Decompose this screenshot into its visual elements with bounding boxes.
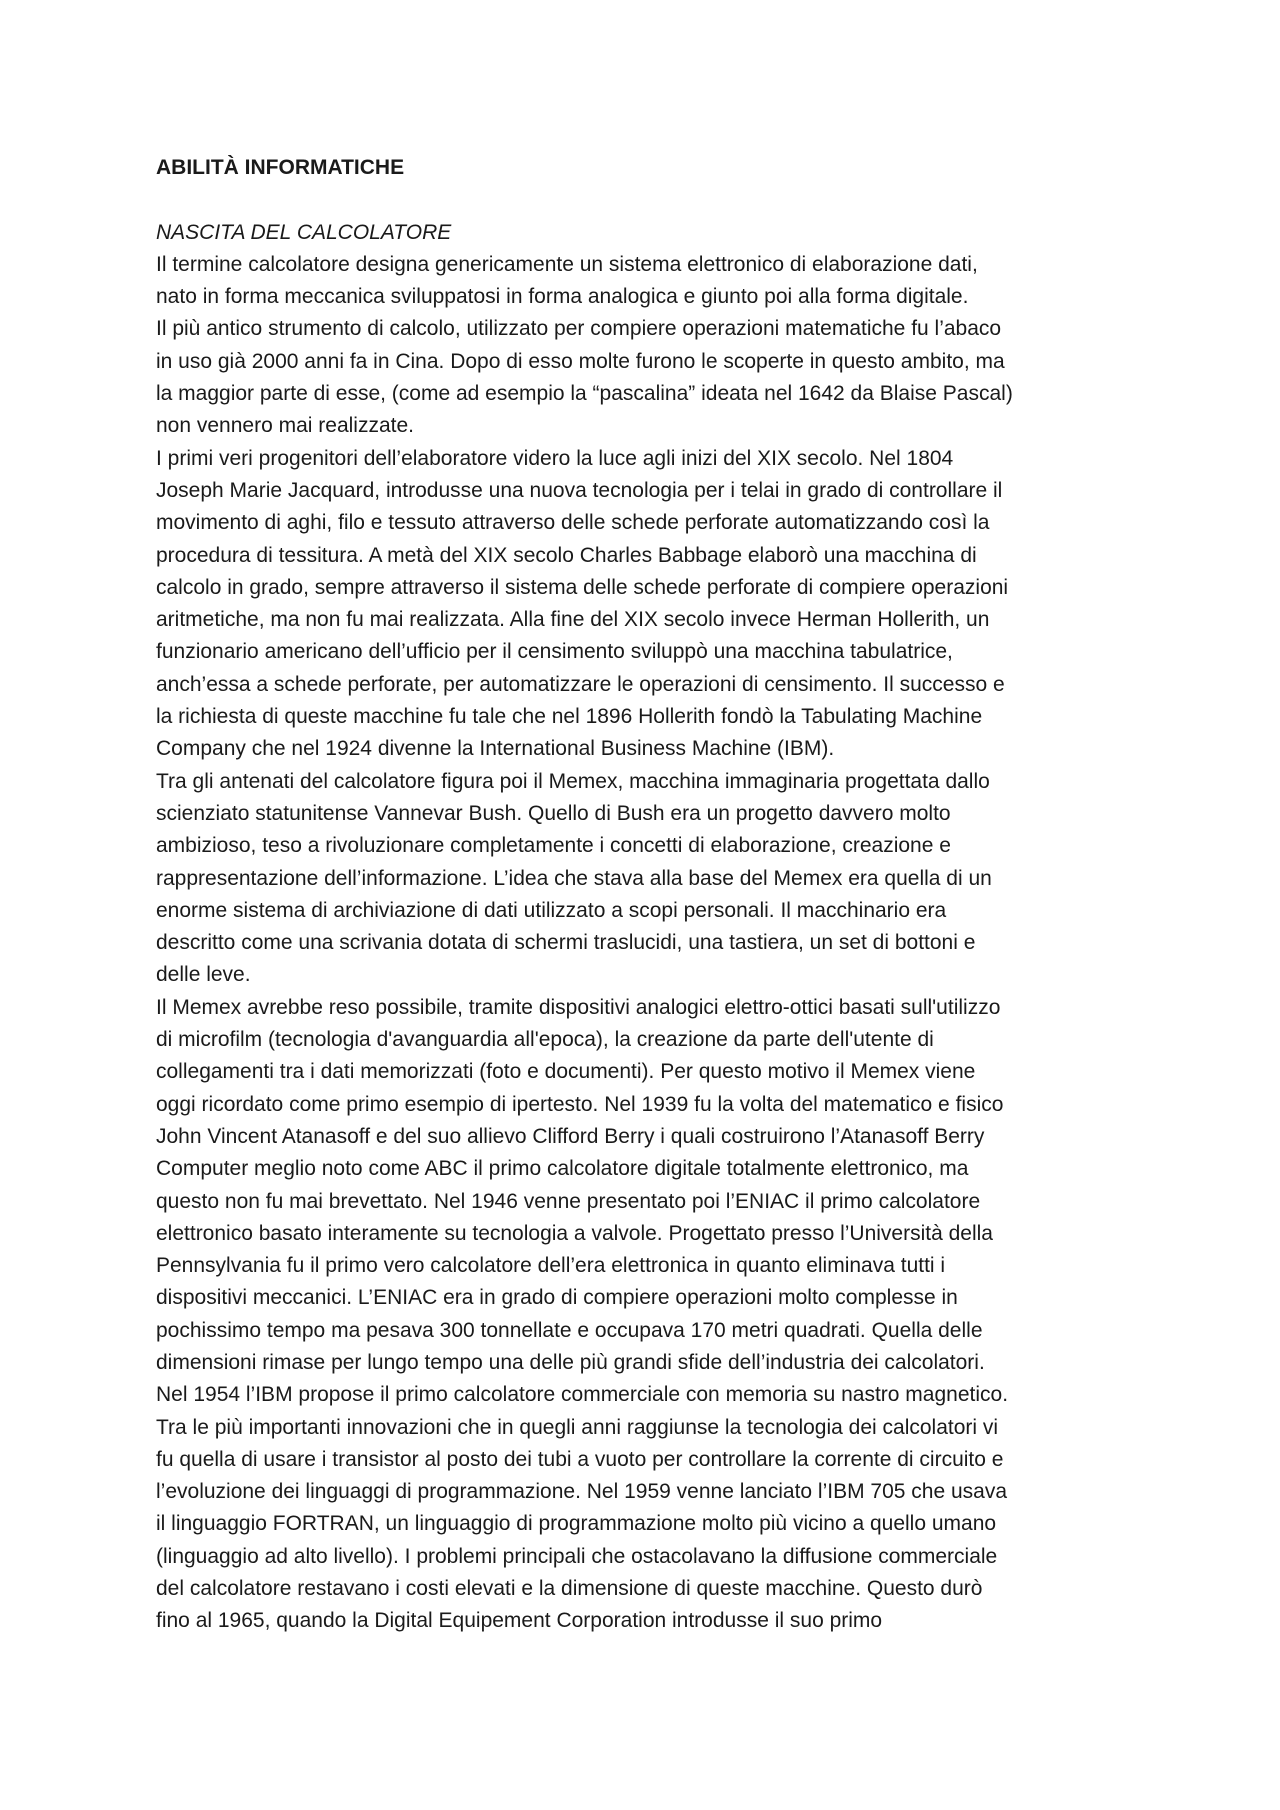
text-line: rappresentazione dell’informazione. L’idea che stava alla base del Memex era quella di un <box>156 866 992 890</box>
text-line: Computer meglio noto come ABC il primo calcolatore digitale totalmente elettronico, ma <box>156 1157 969 1181</box>
text-line: Joseph Marie Jacquard, introdusse una nuova tecnologia per i telai in grado di controllare il <box>156 478 1003 502</box>
text-line: movimento di aghi, filo e tessuto attraverso delle schede perforate automatizzando così la <box>156 511 990 535</box>
text-line: aritmetiche, ma non fu mai realizzata. Alla fine del XIX secolo invece Herman Hollerith, un <box>156 608 990 632</box>
text-line: non vennero mai realizzate. <box>156 414 414 438</box>
section-title: NASCITA DEL CALCOLATORE <box>156 220 452 244</box>
text-line: Tra gli antenati del calcolatore figura poi il Memex, macchina immaginaria progettata dallo <box>156 769 990 793</box>
text-line: di microfilm (tecnologia d'avanguardia all'epoca), la creazione da parte dell'utente di <box>156 1028 934 1052</box>
text-line: (linguaggio ad alto livello). I problemi principali che ostacolavano la diffusione commerciale <box>156 1544 998 1568</box>
text-line: pochissimo tempo ma pesava 300 tonnellate e occupava 170 metri quadrati. Quella delle <box>156 1318 983 1342</box>
text-line: delle leve. <box>156 963 251 987</box>
text-line: anch’essa a schede perforate, per automatizzare le operazioni di censimento. Il successo e <box>156 672 1005 696</box>
text-line: descritto come una scrivania dotata di schermi traslucidi, una tastiera, un set di bottoni e <box>156 931 976 955</box>
text-line: fino al 1965, quando la Digital Equipement Corporation introdusse il suo primo <box>156 1609 883 1633</box>
text-line: nato in forma meccanica sviluppatosi in forma analogica e giunto poi alla forma digitale. <box>156 285 969 309</box>
text-line: Pennsylvania fu il primo vero calcolatore dell’era elettronica in quanto eliminava tutti i <box>156 1254 946 1278</box>
text-line: in uso già 2000 anni fa in Cina. Dopo di esso molte furono le scoperte in questo ambito, ma <box>156 349 1005 373</box>
text-line: dimensioni rimase per lungo tempo una delle più grandi sfide dell’industria dei calcolatori. <box>156 1350 985 1374</box>
text-line: elettronico basato interamente su tecnologia a valvole. Progettato presso l’Università della <box>156 1221 993 1245</box>
text-line: Il Memex avrebbe reso possibile, tramite dispositivi analogici elettro-ottici basati sull'utilizzo <box>156 995 1001 1019</box>
text-line: John Vincent Atanasoff e del suo allievo Clifford Berry i quali costruirono l’Atanasoff Berry <box>156 1124 985 1148</box>
text-line: dispositivi meccanici. L’ENIAC era in grado di compiere operazioni molto complesse in <box>156 1286 958 1310</box>
text-line: collegamenti tra i dati memorizzati (foto e documenti). Per questo motivo il Memex viene <box>156 1060 976 1084</box>
text-line: enorme sistema di archiviazione di dati utilizzato a scopi personali. Il macchinario era <box>156 898 947 922</box>
text-line: Company che nel 1924 divenne la International Business Machine (IBM). <box>156 737 835 761</box>
text-line: questo non fu mai brevettato. Nel 1946 venne presentato poi l’ENIAC il primo calcolatore <box>156 1189 981 1213</box>
text-line: Tra le più importanti innovazioni che in quegli anni raggiunse la tecnologia dei calcolatori vi <box>156 1415 999 1439</box>
text-line: ambizioso, teso a rivoluzionare completamente i concetti di elaborazione, creazione e <box>156 834 951 858</box>
text-line: oggi ricordato come primo esempio di ipertesto. Nel 1939 fu la volta del matematico e fisico <box>156 1092 1004 1116</box>
text-line: Il più antico strumento di calcolo, utilizzato per compiere operazioni matematiche fu l’abaco <box>156 317 1002 341</box>
text-line: la maggior parte di esse, (come ad esempio la “pascalina” ideata nel 1642 da Blaise Pascal) <box>156 382 1013 406</box>
text-line: del calcolatore restavano i costi elevati e la dimensione di queste macchine. Questo durò <box>156 1577 983 1601</box>
text-line: scienziato statunitense Vannevar Bush. Quello di Bush era un progetto davvero molto <box>156 801 951 825</box>
document-content <box>156 152 1136 1638</box>
document-title: ABILITÀ INFORMATICHE <box>156 156 405 179</box>
text-line: la richiesta di queste macchine fu tale che nel 1896 Hollerith fondò la Tabulating Machine <box>156 705 983 729</box>
text-line: procedura di tessitura. A metà del XIX secolo Charles Babbage elaborò una macchina di <box>156 543 977 567</box>
title-spacer <box>156 184 1136 216</box>
text-line: Nel 1954 l’IBM propose il primo calcolatore commerciale con memoria su nastro magnetico. <box>156 1383 1009 1407</box>
text-line: il linguaggio FORTRAN, un linguaggio di programmazione molto più vicino a quello umano <box>156 1512 997 1536</box>
text-line: fu quella di usare i transistor al posto dei tubi a vuoto per controllare la corrente di circuito e <box>156 1447 1004 1471</box>
text-line: calcolo in grado, sempre attraverso il sistema delle schede perforate di compiere operazioni <box>156 575 1009 599</box>
text-line: l’evoluzione dei linguaggi di programmazione. Nel 1959 venne lanciato l’IBM 705 che usava <box>156 1480 1008 1504</box>
text-line: Il termine calcolatore designa genericamente un sistema elettronico di elaborazione dati, <box>156 252 978 276</box>
text-line: I primi veri progenitori dell’elaboratore videro la luce agli inizi del XIX secolo. Nel 1804 <box>156 446 954 470</box>
body-text <box>156 249 1136 1638</box>
text-line: funzionario americano dell’ufficio per il censimento sviluppò una macchina tabulatrice, <box>156 640 953 664</box>
